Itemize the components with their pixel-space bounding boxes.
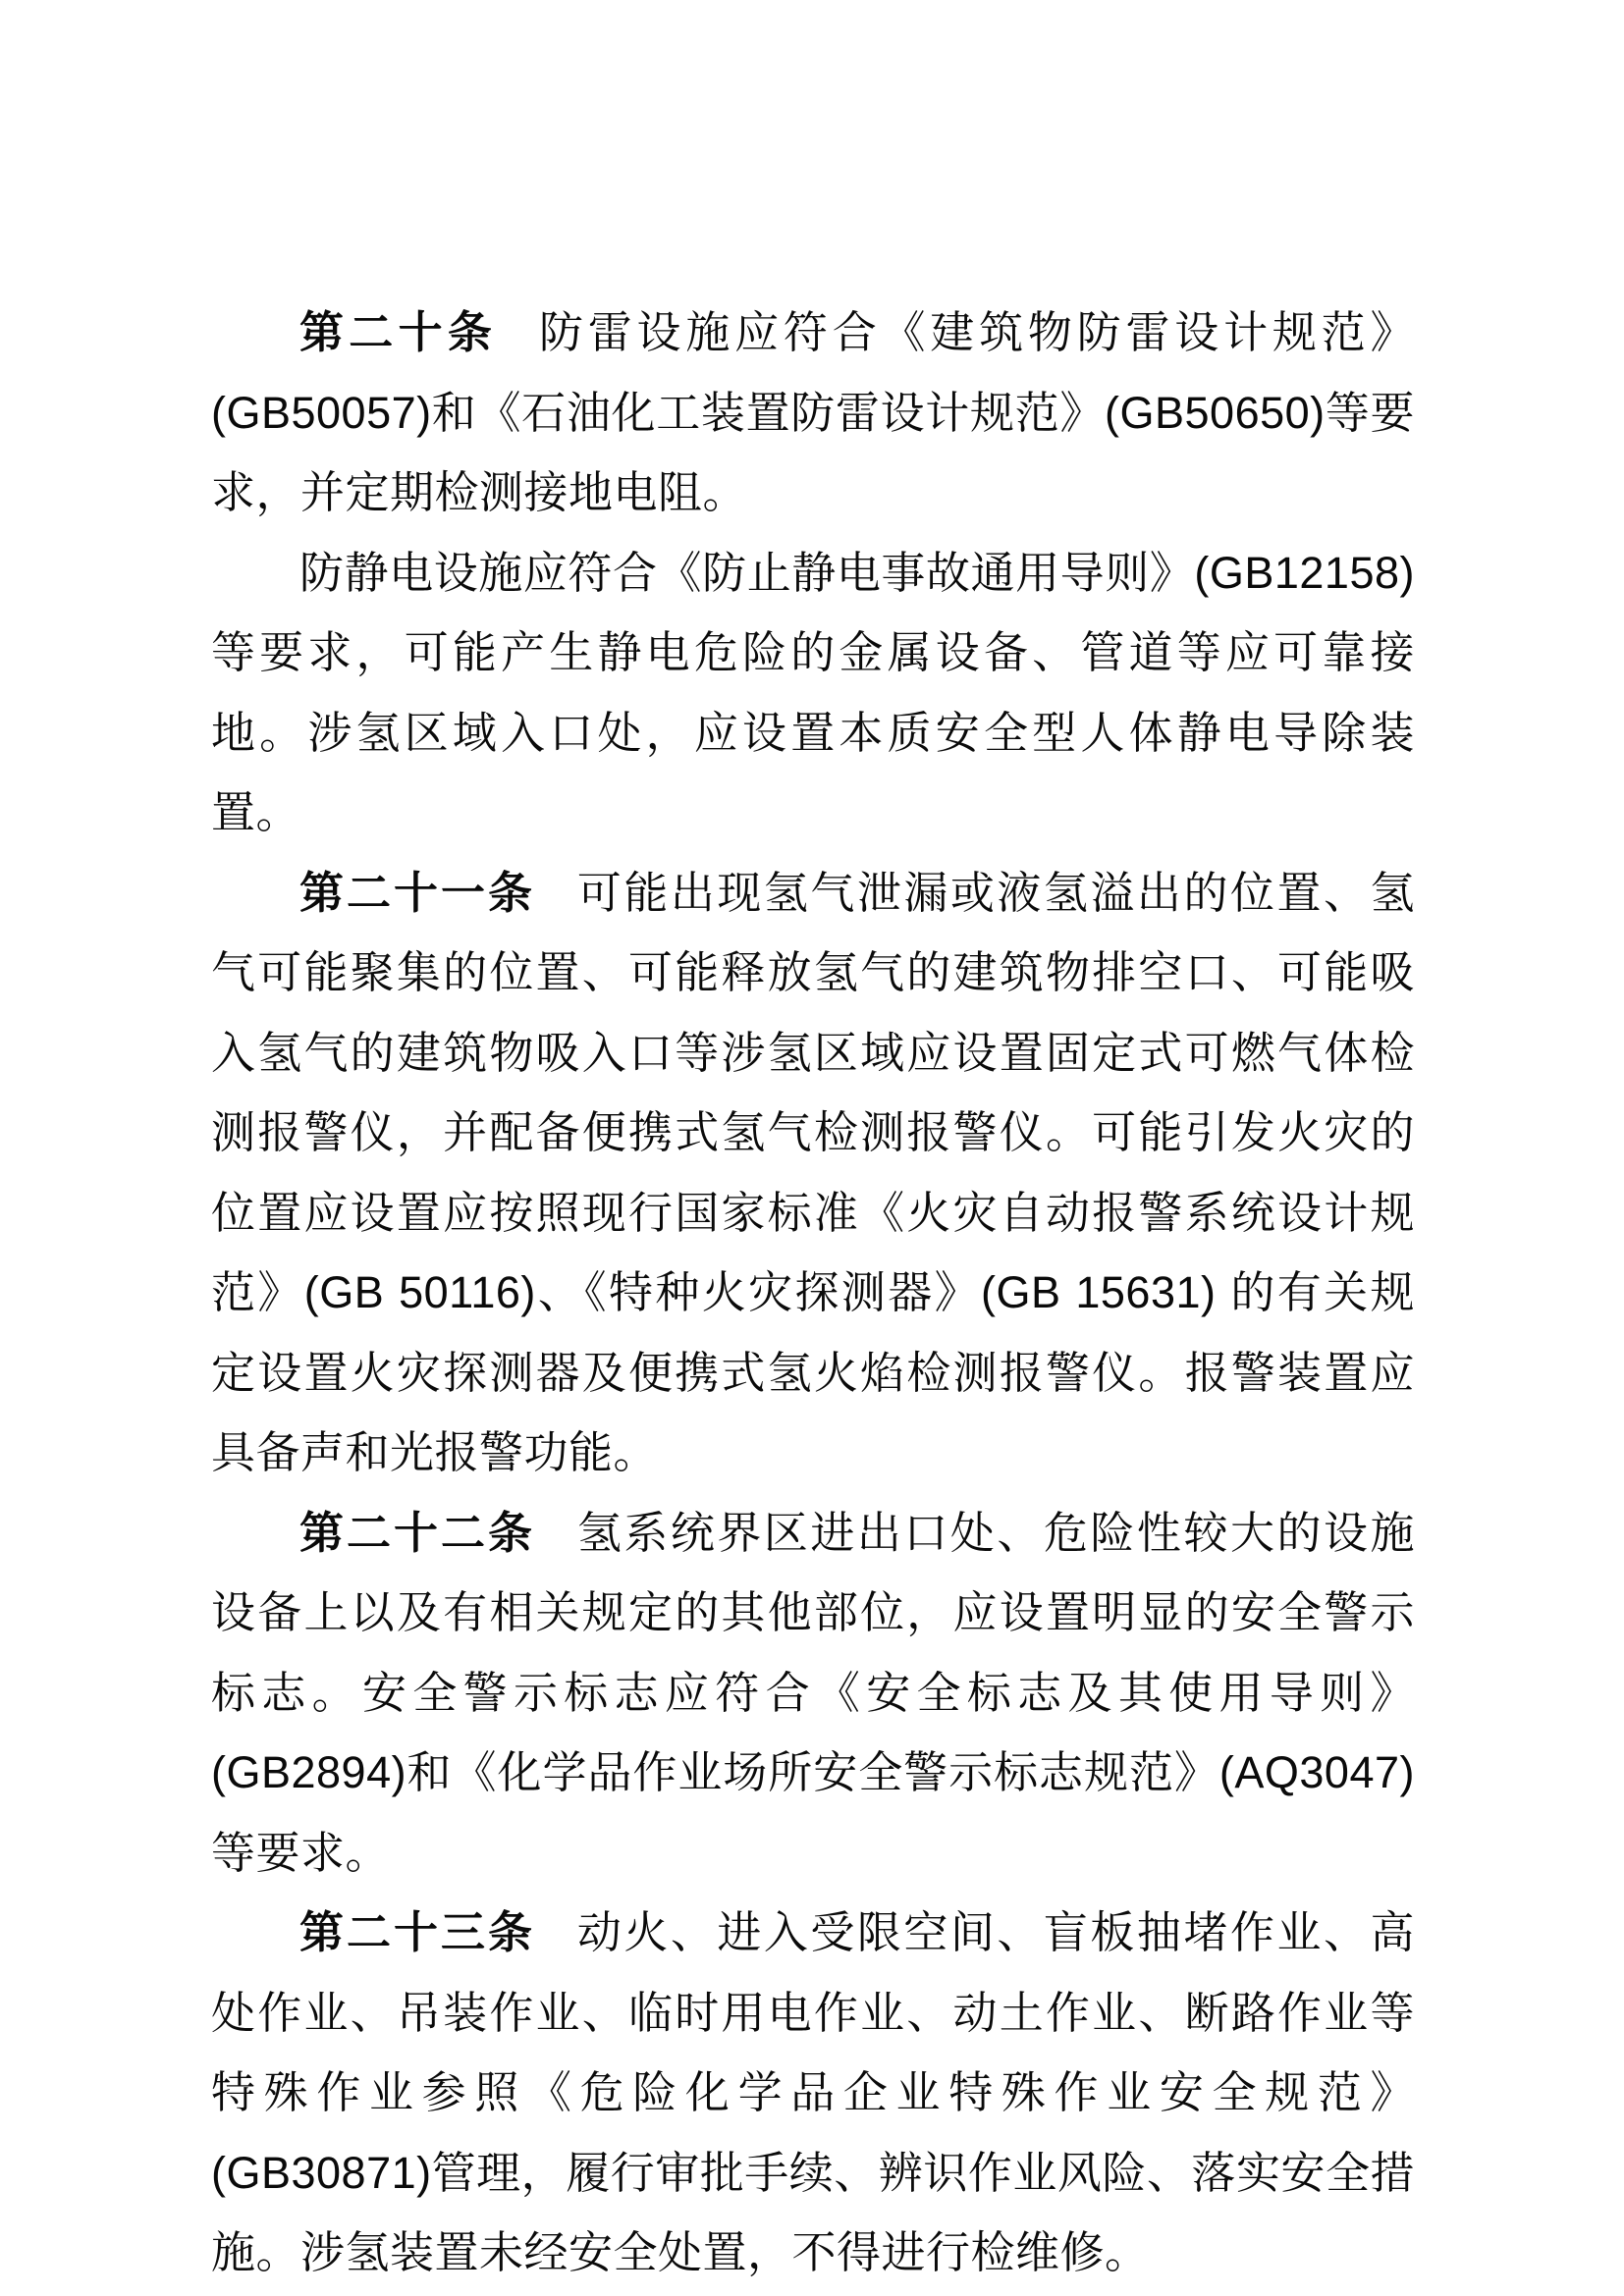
article-20-continuation-paragraph — [211, 533, 1415, 853]
article-20-continuation-body: 防静电设施应符合《防止静电事故通用导则》(GB12158)等要求，可能产生静电危险的金属设备、管道等应可靠接地。涉氢区域入口处，应设置本质安全型人体静电导除装置。 — [211, 547, 1415, 837]
article-23-paragraph — [211, 1893, 1415, 2293]
article-20-heading: 第二十条 — [299, 307, 498, 357]
article-21-paragraph — [211, 853, 1415, 1493]
article-21-heading: 第二十一条 — [299, 867, 536, 918]
article-20-body: 防雷设施应符合《建筑物防雷设计规范》(GB50057)和《石油化工装置防雷设计规范》(GB50650)等要求，并定期检测接地电阻。 — [211, 307, 1415, 517]
article-23-heading: 第二十三条 — [299, 1907, 536, 1957]
article-22-body: 氢系统界区进出口处、危险性较大的设施设备上以及有相关规定的其他部位，应设置明显的安全警示标志。安全警示标志应符合《安全标志及其使用导则》(GB2894)和《化学品作业场所安全警示标志规范》(AQ3047)等要求。 — [211, 1507, 1415, 1878]
article-20-paragraph — [211, 293, 1415, 533]
article-22-heading: 第二十二条 — [299, 1507, 536, 1558]
article-22-paragraph — [211, 1493, 1415, 1894]
article-21-body: 可能出现氢气泄漏或液氢溢出的位置、氢气可能聚集的位置、可能释放氢气的建筑物排空口、可能吸入氢气的建筑物吸入口等涉氢区域应设置固定式可燃气体检测报警仪，并配备便携式氢气检测报警仪。可能引发火灾的位置应设置应按照现行国家标准《火灾自动报警系统设计规范》(GB 50116)、《特种火灾探测器》(GB 15631) 的有关规定设置火灾探测器及便携式氢火焰检测报警仪。报警装置应具备声和光报警功能。 — [211, 867, 1415, 1477]
document-text-block — [211, 293, 1415, 2293]
article-23-body: 动火、进入受限空间、盲板抽堵作业、高处作业、吊装作业、临时用电作业、动土作业、断路作业等特殊作业参照《危险化学品企业特殊作业安全规范》(GB30871)管理，履行审批手续、辨识作业风险、落实安全措施。涉氢装置未经安全处置，不得进行检维修。 — [211, 1907, 1415, 2277]
